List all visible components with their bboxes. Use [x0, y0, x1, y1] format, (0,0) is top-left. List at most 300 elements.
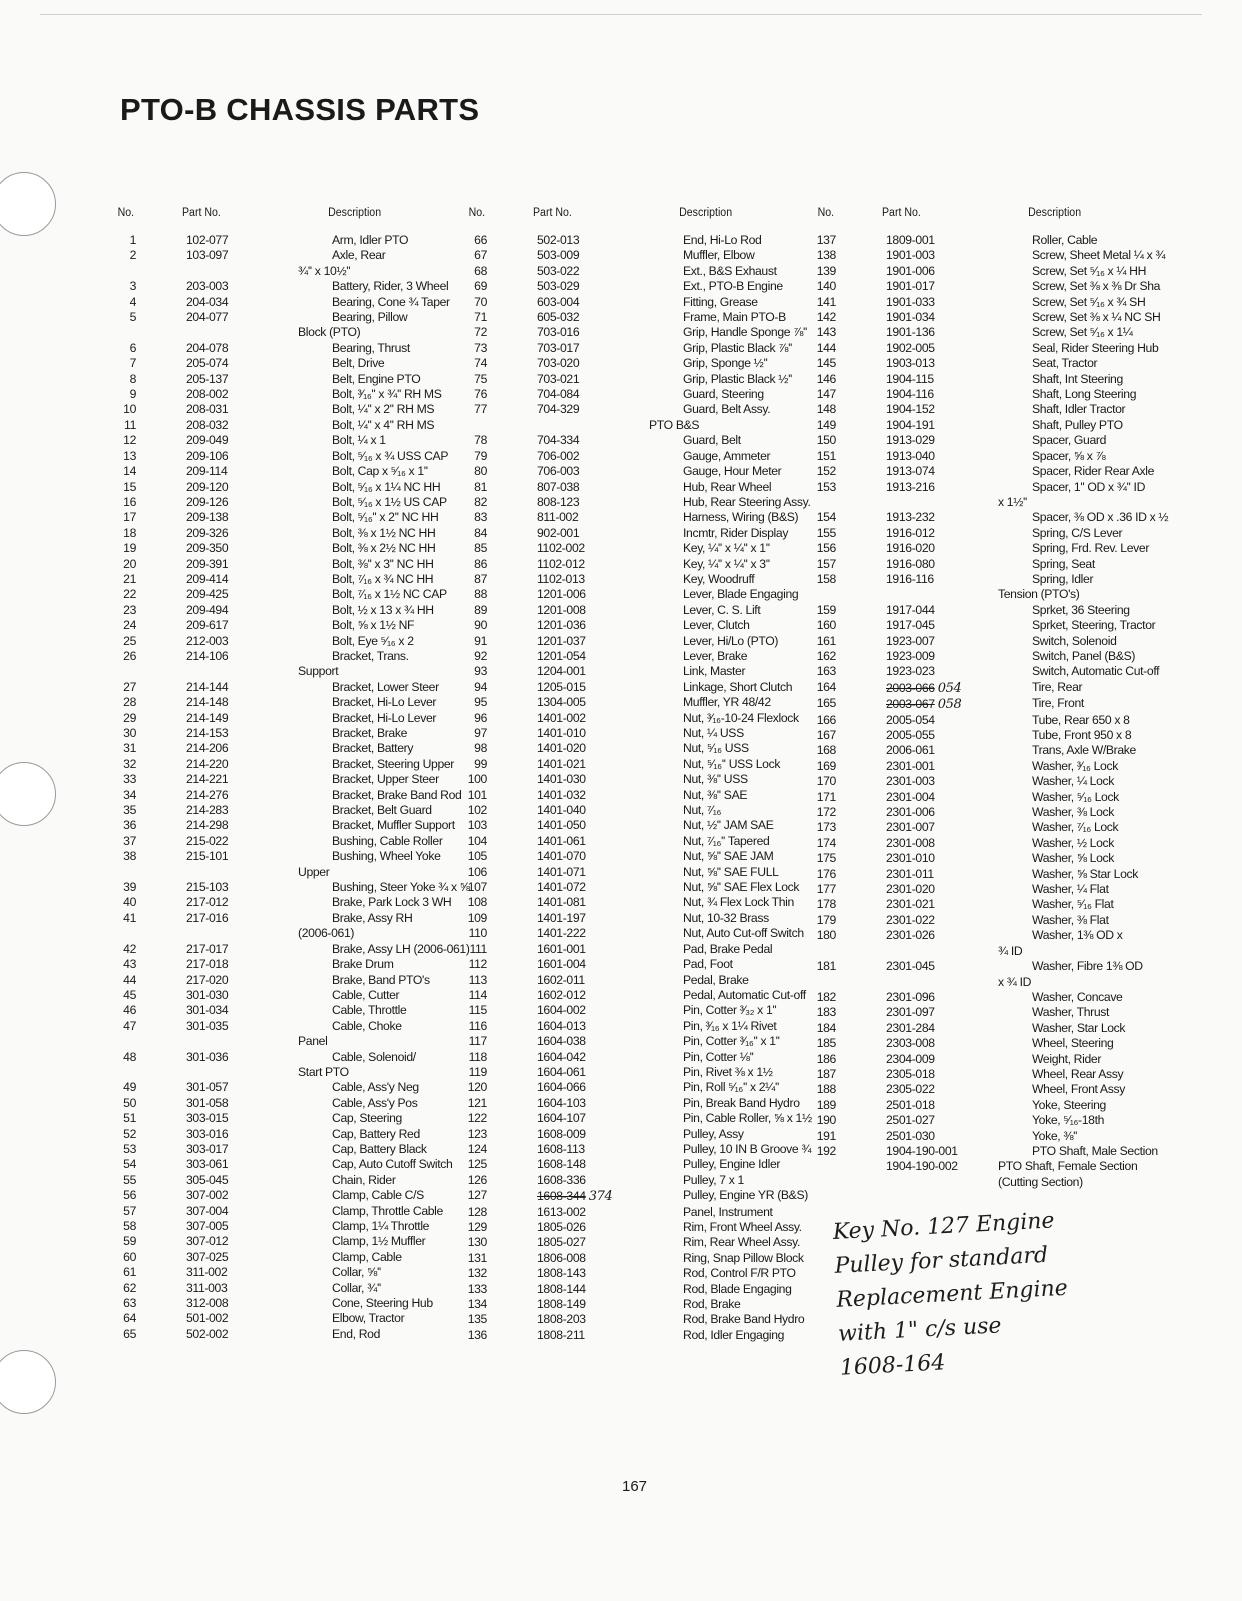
note-line: Pulley for standard — [833, 1242, 1049, 1279]
item-number: 102 — [467, 803, 487, 818]
part-description: Hub, Rear Wheel — [683, 479, 772, 494]
parts-row — [463, 973, 812, 988]
part-number: 1923-023 — [886, 664, 935, 679]
part-number: 1808-144 — [537, 1281, 586, 1296]
item-number: 121 — [467, 1095, 487, 1110]
parts-row — [112, 279, 470, 294]
parts-row-continuation — [812, 944, 1168, 959]
part-number: 312-008 — [186, 1296, 229, 1311]
part-number: 2305-022 — [886, 1082, 935, 1097]
part-description: Bolt, ⁵⁄₁₆ x 1½ US CAP — [332, 494, 447, 509]
item-number: 46 — [123, 1003, 136, 1018]
item-number: 190 — [816, 1113, 836, 1128]
parts-row — [112, 233, 470, 248]
part-description: Grip, Handle Sponge ⅞'' — [683, 325, 807, 340]
item-number: 78 — [474, 433, 487, 448]
part-number: 2301-026 — [886, 928, 935, 943]
item-number: 34 — [123, 787, 136, 802]
item-number: 20 — [123, 556, 136, 571]
part-number: 2301-020 — [886, 882, 935, 897]
parts-row — [812, 990, 1168, 1005]
part-number: 214-206 — [186, 741, 229, 756]
parts-row — [112, 1234, 470, 1249]
parts-row — [812, 618, 1168, 633]
part-number: 1401-081 — [537, 895, 586, 910]
part-number: 503-029 — [537, 279, 580, 294]
parts-row — [812, 759, 1168, 774]
part-number: 217-018 — [186, 957, 229, 972]
parts-row — [112, 726, 470, 741]
part-number: 103-097 — [186, 248, 229, 263]
part-description: Bolt, ⅜'' x 3'' NC HH — [332, 556, 434, 571]
part-number: 2003-067 058 — [886, 697, 962, 713]
part-description: Shaft, Long Steering — [1032, 387, 1137, 402]
parts-row — [812, 295, 1168, 310]
part-number: 2305-018 — [886, 1066, 935, 1081]
part-description: Spring, C/S Lever — [1032, 525, 1123, 540]
parts-row — [112, 248, 470, 263]
item-number: 116 — [468, 1018, 487, 1033]
part-description: Washer, ⁷⁄₁₆ Lock — [1032, 820, 1119, 835]
part-number: 102-077 — [186, 233, 229, 247]
part-number: 1201-006 — [537, 587, 586, 602]
parts-row — [112, 541, 470, 556]
item-number: 72 — [474, 325, 487, 340]
parts-row — [812, 1113, 1168, 1128]
part-description: Seat, Tractor — [1032, 356, 1098, 371]
item-number: 9 — [129, 387, 136, 402]
item-number: 154 — [816, 510, 836, 525]
part-number: 808-123 — [537, 494, 580, 509]
item-number: 83 — [474, 510, 487, 525]
part-description: Bolt, Eye ⁵⁄₁₆ x 2 — [332, 633, 414, 648]
parts-column-2 — [463, 207, 812, 1343]
part-number: 704-329 — [537, 402, 580, 417]
parts-row — [812, 1129, 1168, 1144]
part-description: Tube, Front 950 x 8 — [1032, 728, 1132, 742]
parts-row — [812, 805, 1168, 820]
part-description: Yoke, ⁵⁄₁₆-18th — [1032, 1113, 1105, 1128]
part-number: 217-012 — [186, 895, 229, 910]
parts-row-continuation — [112, 865, 470, 880]
part-description: Bolt, ½ x 13 x ¾ HH — [332, 602, 434, 617]
item-number: 171 — [816, 789, 836, 804]
part-number: 1805-027 — [537, 1235, 586, 1250]
parts-row — [112, 1111, 470, 1126]
part-description: Bushing, Wheel Yoke — [332, 849, 441, 864]
item-number: 140 — [816, 279, 836, 294]
part-description: Frame, Main PTO-B — [683, 310, 786, 325]
parts-row — [463, 248, 812, 263]
part-number: 2005-055 — [886, 728, 935, 742]
part-description: Pin, Cotter ⅛'' — [683, 1049, 754, 1064]
item-number: 128 — [467, 1204, 487, 1219]
parts-row-continuation — [812, 587, 1168, 602]
part-number: 706-002 — [537, 448, 580, 463]
part-number: 1917-044 — [886, 602, 935, 617]
part-description: Washer, ⅜ Lock — [1032, 805, 1115, 820]
parts-row-continuation — [112, 264, 470, 279]
item-number: 57 — [123, 1203, 136, 1218]
header-no: No. — [117, 207, 135, 219]
part-description: Guard, Belt — [683, 433, 741, 448]
item-number: 107 — [467, 880, 487, 895]
part-number: 2304-009 — [886, 1051, 935, 1066]
item-number: 12 — [123, 433, 136, 448]
part-description: Pad, Brake Pedal — [683, 941, 773, 956]
part-number: 214-148 — [186, 695, 229, 710]
parts-row — [112, 603, 470, 618]
part-number — [836, 1175, 984, 1190]
parts-row — [812, 310, 1168, 325]
part-description: Bolt, ⁵⁄₁₆ x 1¼ NC HH — [332, 479, 441, 494]
part-description: x ¾ ID — [998, 974, 1032, 989]
item-number: 189 — [816, 1097, 836, 1112]
part-description: Cable, Choke — [332, 1018, 402, 1033]
item-number: 21 — [123, 571, 136, 586]
parts-row — [463, 1188, 812, 1204]
item-number — [112, 325, 136, 340]
part-number: 305-045 — [186, 1172, 229, 1187]
item-number: 131 — [467, 1250, 487, 1265]
parts-row — [463, 557, 812, 572]
parts-row — [112, 449, 470, 464]
item-number: 50 — [123, 1095, 136, 1110]
item-number: 144 — [816, 340, 836, 355]
part-number: 1901-017 — [886, 279, 935, 294]
part-description: Shaft, Pulley PTO — [1032, 417, 1123, 432]
part-number: 2301-001 — [886, 758, 935, 773]
part-description: Bracket, Belt Guard — [332, 803, 432, 818]
part-description: Brake, Band PTO's — [332, 972, 430, 987]
item-number — [812, 944, 836, 959]
item-number: 173 — [816, 820, 836, 835]
part-number — [136, 664, 284, 679]
parts-row — [112, 295, 470, 310]
part-description: Rod, Blade Engaging — [683, 1281, 792, 1296]
item-number: 166 — [816, 712, 836, 727]
item-number: 192 — [816, 1143, 836, 1158]
part-number: 1913-029 — [886, 433, 935, 448]
parts-row-continuation — [812, 1159, 1168, 1174]
part-description: Seal, Rider Steering Hub — [1032, 340, 1159, 355]
part-number: 209-425 — [186, 587, 229, 602]
parts-row — [463, 1205, 812, 1220]
parts-row — [112, 418, 470, 433]
parts-row — [463, 603, 812, 618]
parts-row-continuation — [812, 495, 1168, 510]
parts-row — [463, 1127, 812, 1142]
item-number: 139 — [816, 263, 836, 278]
parts-row — [812, 1098, 1168, 1113]
part-description: Bracket, Hi-Lo Lever — [332, 695, 437, 710]
part-number: 214-276 — [186, 787, 229, 802]
part-description: Chain, Rider — [332, 1172, 396, 1187]
item-number: 4 — [129, 294, 136, 309]
item-number — [812, 587, 836, 602]
part-number: 1904-191 — [886, 417, 935, 432]
item-number — [812, 975, 836, 990]
item-number: 115 — [468, 1003, 487, 1018]
parts-table-2 — [463, 207, 812, 1343]
header-description: Description — [679, 207, 733, 219]
part-description: Cable, Ass'y Pos — [332, 1095, 418, 1110]
part-number: 208-031 — [186, 402, 229, 417]
part-number: 209-391 — [186, 556, 229, 571]
header-description: Description — [1028, 207, 1082, 219]
item-number: 138 — [816, 248, 836, 263]
part-number — [136, 1034, 284, 1049]
part-number — [836, 495, 984, 510]
item-number: 188 — [816, 1082, 836, 1097]
part-number: 703-021 — [537, 371, 580, 386]
item-number: 80 — [474, 464, 487, 479]
parts-row — [812, 541, 1168, 556]
part-number: 303-015 — [186, 1111, 229, 1126]
part-description: Bolt, ³⁄₁₆'' x ¾'' RH MS — [332, 387, 442, 402]
part-number: 1913-232 — [886, 510, 935, 525]
part-number: 1808-149 — [537, 1297, 586, 1312]
part-number: 1808-143 — [537, 1266, 586, 1281]
part-number: 2301-004 — [886, 789, 935, 804]
item-number: 109 — [467, 910, 487, 925]
part-description: Screw, Set ⁵⁄₁₆ x ¾ SH — [1032, 294, 1146, 309]
part-number: 1902-005 — [886, 340, 935, 355]
parts-row — [463, 695, 812, 710]
part-number: 2003-066 054 — [886, 680, 962, 696]
item-number: 163 — [816, 664, 836, 679]
part-description: Bearing, Cone ¾ Taper — [332, 294, 450, 309]
part-description: Cap, Battery Black — [332, 1141, 427, 1156]
parts-row — [463, 634, 812, 649]
part-number: 1401-222 — [537, 926, 586, 941]
parts-row — [463, 341, 812, 356]
part-description: Lever, Blade Engaging — [683, 587, 799, 602]
item-number: 134 — [467, 1297, 487, 1312]
part-description: Block (PTO) — [298, 325, 361, 340]
page-title: PTO-B CHASSIS PARTS — [120, 92, 480, 127]
part-description: Link, Master — [683, 664, 746, 679]
item-number: 175 — [816, 851, 836, 866]
part-description: Rod, Brake — [683, 1297, 741, 1312]
part-description: Pin, Rivet ⅜ x 1½ — [683, 1064, 773, 1079]
part-number: 2301-007 — [886, 820, 935, 835]
item-number: 168 — [816, 743, 836, 758]
item-number: 10 — [123, 402, 136, 417]
part-description: Screw, Set ⁵⁄₁₆ x 1¼ — [1032, 325, 1133, 340]
parts-row — [812, 634, 1168, 649]
item-number: 182 — [816, 989, 836, 1004]
part-number: 209-120 — [186, 479, 229, 494]
part-number: 307-002 — [186, 1188, 229, 1203]
item-number: 85 — [474, 541, 487, 556]
part-description: Brake, Park Lock 3 WH — [332, 895, 452, 910]
part-number: 1201-008 — [537, 602, 586, 617]
note-line: Key No. 127 Engine — [832, 1208, 1056, 1245]
item-number: 41 — [123, 910, 136, 925]
part-number: 2501-027 — [886, 1113, 935, 1128]
item-number: 125 — [467, 1157, 487, 1172]
item-number: 153 — [816, 479, 836, 494]
item-number: 75 — [474, 371, 487, 386]
part-number — [136, 264, 284, 279]
part-description: Spring, Idler — [1032, 571, 1094, 586]
part-description: Spring, Seat — [1032, 556, 1095, 571]
part-number: 215-101 — [186, 849, 229, 864]
part-number: 1917-045 — [886, 618, 935, 633]
parts-row — [812, 248, 1168, 263]
item-number: 142 — [816, 310, 836, 325]
handwritten-correction: 058 — [937, 697, 962, 713]
item-number: 100 — [467, 772, 487, 787]
item-number: 101 — [467, 787, 487, 802]
parts-row — [463, 1157, 812, 1172]
part-description: Pin, Break Band Hydro — [683, 1095, 800, 1110]
part-number: 1916-080 — [886, 556, 935, 571]
item-number: 63 — [123, 1296, 136, 1311]
part-number: 1608-344 374 — [537, 1189, 613, 1205]
part-description: Fitting, Grease — [683, 294, 758, 309]
part-number: 706-003 — [537, 464, 580, 479]
item-number: 43 — [123, 957, 136, 972]
parts-row — [812, 913, 1168, 928]
parts-row — [112, 818, 470, 833]
part-number: 1401-197 — [537, 910, 586, 925]
item-number: 23 — [123, 602, 136, 617]
parts-row — [463, 865, 812, 880]
item-number: 25 — [123, 633, 136, 648]
item-number: 185 — [816, 1036, 836, 1051]
item-number: 118 — [468, 1049, 487, 1064]
parts-row — [463, 988, 812, 1003]
part-description: Ring, Snap Pillow Block — [683, 1250, 804, 1265]
parts-row — [112, 480, 470, 495]
part-number: 1916-012 — [886, 525, 935, 540]
part-number — [836, 944, 984, 959]
part-description: Bolt, ⅝ x 1½ NF — [332, 618, 415, 633]
part-number: 1604-038 — [537, 1034, 586, 1049]
parts-row — [112, 1265, 470, 1280]
part-description: Washer, ¼ Flat — [1032, 882, 1109, 897]
part-description: Yoke, Steering — [1032, 1097, 1106, 1112]
item-number: 92 — [474, 648, 487, 663]
parts-row — [463, 433, 812, 448]
item-number: 169 — [816, 758, 836, 773]
parts-row — [463, 926, 812, 941]
part-description: Pulley, 10 IN B Groove ¾ — [683, 1141, 812, 1156]
parts-row-continuation — [112, 325, 470, 340]
item-number: 61 — [123, 1265, 136, 1280]
part-number: 1604-013 — [537, 1018, 586, 1033]
part-description: Cap, Auto Cutoff Switch — [332, 1157, 453, 1172]
parts-row — [812, 897, 1168, 912]
part-description: Washer, ⅜ Flat — [1032, 912, 1109, 927]
part-description: Hub, Rear Steering Assy. — [683, 494, 811, 509]
part-description: Key, ¼'' x ¼'' x 3'' — [683, 556, 770, 571]
parts-row — [112, 1003, 470, 1018]
parts-row — [812, 526, 1168, 541]
part-description: Bolt, ¼'' x 4'' RH MS — [332, 417, 435, 432]
parts-row — [463, 526, 812, 541]
part-number: 303-017 — [186, 1141, 229, 1156]
item-number: 64 — [123, 1311, 136, 1326]
parts-row — [112, 1173, 470, 1188]
parts-row — [463, 741, 812, 756]
parts-row — [812, 264, 1168, 279]
part-number: 1608-113 — [537, 1141, 585, 1156]
item-number: 13 — [123, 448, 136, 463]
parts-row — [112, 911, 470, 926]
part-description: Lever, Hi/Lo (PTO) — [683, 633, 779, 648]
part-number: 1904-190-001 — [886, 1143, 958, 1158]
parts-row — [112, 495, 470, 510]
part-description: Guard, Belt Assy. — [683, 402, 771, 417]
parts-row — [463, 726, 812, 741]
part-description: Spacer, Rider Rear Axle — [1032, 464, 1155, 479]
part-description: Upper — [298, 864, 330, 879]
part-number: 1904-152 — [886, 402, 935, 417]
part-description: Screw, Set ⁵⁄₁₆ x ¼ HH — [1032, 263, 1147, 278]
item-number: 105 — [467, 849, 487, 864]
item-number: 86 — [474, 556, 487, 571]
part-number: 1608-009 — [537, 1126, 586, 1141]
parts-row — [812, 372, 1168, 387]
parts-row — [463, 372, 812, 387]
part-number: 1401-021 — [537, 756, 586, 771]
parts-row — [112, 988, 470, 1003]
parts-row — [112, 356, 470, 371]
parts-row — [812, 402, 1168, 417]
part-description: Nut, ½'' JAM SAE — [683, 818, 774, 833]
part-number: 1401-032 — [537, 787, 586, 802]
parts-row — [463, 880, 812, 895]
parts-row — [812, 649, 1168, 664]
part-number: 1904-116 — [886, 387, 934, 402]
parts-row — [112, 1096, 470, 1111]
parts-row — [812, 480, 1168, 495]
part-description: x 1½'' — [998, 494, 1027, 509]
part-number: 209-049 — [186, 433, 229, 448]
part-number: 209-138 — [186, 510, 229, 525]
item-number: 14 — [123, 464, 136, 479]
item-number: 79 — [474, 448, 487, 463]
part-description: Clamp, 1¼ Throttle — [332, 1219, 430, 1233]
part-description: Shaft, Int Steering — [1032, 371, 1123, 386]
parts-row — [112, 1188, 470, 1203]
part-description: Pin, Cotter ³⁄₁₆'' x 1'' — [683, 1034, 780, 1049]
item-number: 124 — [467, 1141, 487, 1156]
part-description: Screw, Set ⅜ x ¼ NC SH — [1032, 310, 1161, 325]
part-description: Tire, Front — [1032, 696, 1084, 711]
part-description: Washer, ⁵⁄₁₆ Lock — [1032, 789, 1119, 804]
parts-row — [812, 418, 1168, 433]
item-number: 49 — [123, 1080, 136, 1095]
parts-row — [463, 1282, 812, 1297]
part-number: 205-074 — [186, 356, 229, 371]
parts-row — [112, 649, 470, 664]
item-number: 98 — [474, 741, 487, 756]
part-number: 1613-002 — [537, 1204, 586, 1219]
part-number — [836, 587, 984, 602]
item-number — [812, 1175, 836, 1190]
part-description: (Cutting Section) — [998, 1174, 1083, 1189]
part-number — [136, 926, 284, 941]
item-number: 3 — [129, 279, 136, 294]
parts-row — [463, 1019, 812, 1034]
item-number: 8 — [129, 371, 136, 386]
part-description: Collar, ¾'' — [332, 1280, 381, 1295]
part-number: 311-002 — [186, 1265, 228, 1280]
